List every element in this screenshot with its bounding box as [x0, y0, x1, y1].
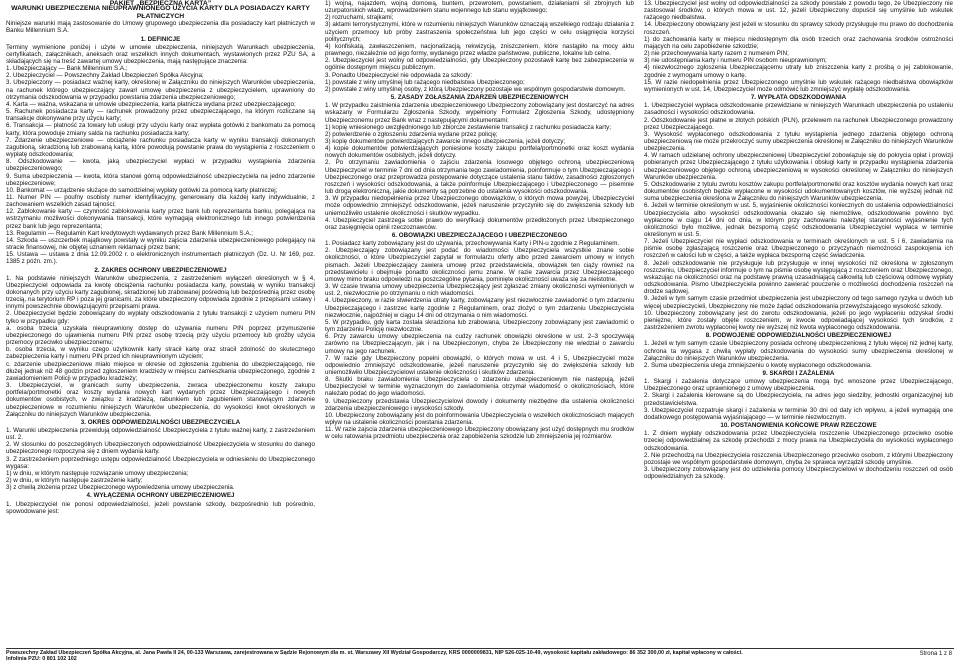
section-heading: 4. WYŁĄCZENIA OCHRONY UBEZPIECZENIOWEJ [86, 492, 235, 500]
paragraph: 3. Ubezpieczyciel, w granicach sumy ubezpieczenia, zwraca ubezpieczonemu koszty zakupu portfela/portmonetki oraz koszty wydania nowych kart wydanych przez Ubezpieczającego i nowych dokumentów osobistych, w związku z kradzieżą, rabunkiem lub zagubieniem stanowiącym zdarzenie ubezpieczeniowe w rozumieniu niniejszych Warunków ubezpieczenia, do wysokości kwot określonych w Załączniku do niniejszych Warunków ubezpieczenia. [6, 382, 315, 418]
paragraph: 3) aktami terrorystycznymi, które w rozumieniu niniejszych Warunków oznaczają wszelkiego rodzaju działania z użyciem przemocy lub próby zastraszenia społeczeństwa lub jego części w celu osiągnięcia korzyści politycznych; [325, 21, 634, 43]
section-heading: 8. PODWOJENIE ODPOWIEDZIALNOŚCI UBEZPIECZENIOWEJ [705, 332, 892, 340]
paragraph: 7. Jeżeli Ubezpieczyciel nie wypłaci odszkodowania w terminach określonych w ust. 5 i 6, zawiadamia na piśmie osobę zgłaszającą roszczenie oraz Ubezpieczonego o przyczynach niemożności zaspokojenia ich roszczeń w całości lub w części, a także wypłaca bezsporną część świadczenia. [644, 238, 953, 260]
document-title-line1: PAKIET „BEZPIECZNA KARTA” [109, 0, 212, 7]
paragraph: 15. Ustawa — ustawa z dnia 12.09.2002 r. o elektronicznych instrumentach płatniczych (Dz. U. Nr 169, poz. 1385 z późn. zm.). [6, 251, 315, 266]
column-3 [644, 0, 953, 645]
paragraph: 2. Suma ubezpieczenia ulega zmniejszeniu o kwotę wypłaconego odszkodowania. [644, 361, 872, 369]
paragraph: 4) kopie dokumentów potwierdzających poniesione koszty zakupu portfela/portmonetki oraz koszt wydania nowych dokumentów osobistych, jeżeli dotyczy. [325, 145, 634, 160]
paragraph: 2. Ubezpieczyciel jest wolny od odpowiedzialności, gdy Ubezpieczony pozostawił kartę bez zabezpieczenia w ogólnie dostępnym miejscu publicznym. [325, 57, 634, 72]
paragraph: b. osoba trzecia, w wyniku czego użytkownik karty stracił kartę oraz stracił zdolność do skutecznego zabezpieczenia karty i numeru PIN przed ich nieuprawnionym użyciem; [6, 346, 315, 361]
footer-divider [6, 648, 954, 649]
paragraph: 1. W przypadku zaistnienia zdarzenia ubezpieczeniowego Ubezpieczony zobowiązany jest dostarczyć na adres wskazany w Formularzu Zgłoszenia Szkody, wypełniony Formularz Zgłoszenia Szkody, udostępniony Ubezpieczonemu przez Bank wraz z następującymi dokumentami: [325, 102, 634, 124]
paragraph: 5. Rachunek posiadacza karty — rachunek prowadzony przez ubezpieczającego, na którym rozliczane są transakcje dokonywane przy użyciu karty; [6, 108, 315, 123]
section-heading: 7. WYPŁATA ODSZKODOWANIA [750, 94, 847, 102]
paragraph: 1. Ubezpieczyciel nie ponosi odpowiedzialności, jeżeli powstanie szkody, bezpośrednio lub pośrednio, spowodowane jest: [6, 500, 315, 515]
paragraph: 10. Bankomat — urządzenie służące do samodzielnej wypłaty gotówki za pomocą karty płatniczej; [6, 186, 278, 194]
paragraph: 8. Skutki braku zawiadomienia Ubezpieczyciela o zdarzeniu ubezpieczeniowym nie następują, jeżeli Ubezpieczyciel w terminie wyznaczonym do zawiadomienia otrzymał wiadomość o okolicznościach, które należało podać do jego wiadomości. [325, 376, 634, 398]
paragraph: 2. Nie przechodzą na Ubezpieczyciela roszczenia Ubezpieczonego przeciwko osobom, z którymi Ubezpieczony pozostaje we wspólnym gospodarstwie domowym, chyba że sprawca wyrządził szkodę umyślnie. [644, 451, 953, 466]
paragraph: 9. Jeżeli w tym samym czasie przedmiot ubezpieczenia jest ubezpieczony od tego samego ryzyka u dwóch lub więcej ubezpieczycieli, Ubezpieczony nie może żądać odszkodowania przewyższającego wysokość szkody. [644, 295, 953, 310]
section-heading: 3. OKRES ODPOWIEDZIALNOŚCI UBEZPIECZYCIELA [80, 418, 241, 426]
paragraph: 7. W razie gdy Ubezpieczony popełni obowiązki, o których mowa w ust. 4 i 5, Ubezpieczyciel może odpowiednio zmniejszyć odszkodowanie, jeżeli naruszenie przyczyniło się do zwiększenia szkody lub uniemożliwiło Ubezpieczycielowi ustalenie okoliczności i skutków zdarzenia. [325, 354, 634, 376]
paragraph: 2. Po otrzymaniu zawiadomienia o zajściu zdarzenia losowego objętego ochroną ubezpieczeniową Ubezpieczyciel w terminie 7 dni od dnia otrzymania tego zawiadomienia, poinformuje o tym Ubezpieczającego i Ubezpieczonego oraz przeprowadza postępowanie dotyczące ustalenia stanu faktów, zasadności zgłoszonych roszczeń i wysokości odszkodowania, a także poinformuje Ubezpieczającego i Ubezpieczonego — pisemnie lub drogą elektroniczną, jakie dokumenty są potrzebne do ustalenia wysokości odszkodowania. [325, 159, 634, 196]
paragraph: 9. Suma ubezpieczenia — kwota, która stanowi górną odpowiedzialność ubezpieczyciela na jedno zdarzenie ubezpieczeniowe; [6, 172, 315, 187]
paragraph: 3) nie udostępniania karty i numeru PIN osobom nieuprawnionym; [644, 57, 827, 65]
paragraph: 8. Jeżeli odszkodowanie nie przysługuje lub przysługuje w innej wysokości niż określona w zgłoszonym roszczeniu, Ubezpieczyciel informuje o tym na piśmie osobę występującą z roszczeniem oraz Ubezpieczonego, wskazując na okoliczności oraz na podstawę prawną uzasadniającą całkowitą lub częściową odmowę wypłaty odszkodowania. Pismo Ubezpieczyciela powinno zawierać pouczenie o możliwości dochodzenia roszczeń na drodze sądowej. [644, 259, 953, 296]
paragraph: 3. Z zastrzeżeniem poprzedniego ustępu odpowiedzialność Ubezpieczyciela w odniesieniu do Ubezpieczonego wygasa: [6, 455, 315, 470]
section-heading: 10. POSTANOWIENIA KOŃCOWE PRAW RZECZOWE [720, 422, 877, 430]
paragraph: 9. Ubezpieczony przedstawia Ubezpieczycielowi dowody i dokumenty niezbędne dla ustalenia okoliczności zdarzenia ubezpieczeniowego i wysokości szkody. [325, 397, 634, 412]
paragraph: 1. Skargi i zażalenia dotyczące umowy ubezpieczenia mogą być wnoszone przez Ubezpieczającego, Ubezpieczonego oraz uprawnionego z umowy ubezpieczenia. [644, 378, 953, 393]
paragraph: 6. Przy zawarciu umowy ubezpieczenia na cudzy rachunek obowiązki określone w ust. 2–3 spoczywają zarówno na Ubezpieczającym, jak i na Ubezpieczonym, chyba że Ubezpieczony nie wiedział o zawarciu umowy na jego rachunek. [325, 333, 634, 355]
paragraph: 4) konfiskatą, zawłaszczeniem, nacjonalizacją, rekwizycją, zniszczeniem, które nastąpiło na mocy aktu prawnego, niezależnie od jego formy, wydanego przez władze państwowe, publiczne, lokalne lub celne. [325, 42, 634, 58]
paragraph: 3) z chwilą złożenia przez Ubezpieczonego wypowiedzenia umowy ubezpieczenia. [6, 484, 235, 492]
paragraph: 3. Wysokość wypłaconego odszkodowania z tytułu wystąpienia jednego zdarzenia objętego ochroną ubezpieczeniową nie może przekroczyć sumy ubezpieczenia określonej w Załączniku do niniejszych Warunków ubezpieczenia. [644, 130, 953, 153]
paragraph: 4. Ubezpieczony, w razie stwierdzenia utraty karty, zobowiązany jest niezwłocznie zawiadomić o tym zdarzeniu Ubezpieczającego i zastrzec kartę zgodnie z Regulaminem, oraz złożyć o tym zdarzeniu Ubezpieczyciela niezwłocznie, najpóźniej w ciągu 14 dni od otrzymania o nim wiadomości. [325, 297, 634, 319]
paragraph: 1) w dniu, w którym następuje rozwiązanie umowy ubezpieczenia; [6, 469, 189, 477]
paragraph: a. osoba trzecia uzyskała nieuprawniony dostęp do używania numeru PIN poprzez przymuszenie ubezpieczonego do ujawnienia numeru PIN przez osobę trzecią przy użyciu przemocy lub groźby użycia przemocy przeciwko ubezpieczonemu; [6, 324, 315, 347]
paragraph: c. zdarzenie ubezpieczeniowe miało miejsce w okresie od zgłoszenia zgubienia do ubezpieczającego, nie dłużej jednak niż 48 godzin przed zgłoszeniem kradzieży w miejscu zamieszkania ubezpieczonego, zgodnie z zawiadomieniem Policji w przypadku kradzieży; [6, 360, 315, 382]
paragraph: 6. Jeżeli w terminie określonym w ust. 5, wyjaśnienie okoliczności koniecznych do ustalenia odpowiedzialności Ubezpieczyciela albo wysokości odszkodowania okazało się niemożliwe, odszkodowanie powinno być wypłacone w ciągu 14 dni od dnia, w którym przy zachowaniu należytej staranności wyjaśnienie tych okoliczności było możliwe, jednak bezsporną część odszkodowania Ubezpieczyciel wypłaca w terminie określonym w ust. 5. [644, 202, 953, 238]
section-heading: 9. SKARGI I ZAŻALENIA [762, 369, 835, 377]
paragraph: 14. Szkoda — uszczerbek majątkowy powstały w wyniku zajścia zdarzenia ubezpieczeniowego polegający na stracie finansowej, nie objętej uznaniem reklamacji przez bank; [6, 236, 315, 252]
footer [6, 650, 954, 663]
paragraph: 1) kopię wniesionego uwzględnionego lub zbiorcze zestawienie transakcji z rachunku posiadacza karty; [325, 123, 611, 131]
intro-paragraph: Niniejsze warunki mają zastosowanie do Umowy grupowego ubezpieczenia dla posiadaczy kart płatniczych w Banku Millennium S.A. [6, 20, 315, 35]
paragraph: 4) niezwłocznego zgłoszenia Ubezpieczającemu utraty lub zniszczenia karty z prośbą o jej zablokowanie, zgodnie z wymogami umowy o kartę. [644, 64, 953, 79]
paragraph: 1) do zachowania karty w miejscu niedostępnym dla osób trzecich oraz zachowania środków ostrożności mających na celu zapobieżenie szkodzie; [644, 35, 953, 50]
section-heading: 5. ZASADY ZGŁASZANIA ZDARZEŃ UBEZPIECZENIOWYCH [390, 94, 569, 102]
paragraph: 2. Ubezpieczyciel — Powszechny Zakład Ubezpieczeń Spółka Akcyjna; [6, 72, 204, 80]
paragraph: 8. Odszkodowanie — kwota, jaką ubezpieczyciel wypłaci w przypadku wystąpienia zdarzenia ubezpieczeniowego; [6, 158, 315, 173]
paragraph: 2. Odszkodowanie jest płatne w złotych polskich (PLN), przelewem na rachunek Ubezpieczonego prowadzony przez Ubezpieczającego. [644, 116, 953, 131]
paragraph: 3. Ponadto Ubezpieczyciel nie odpowiada za szkody: [325, 71, 472, 79]
paragraph: 14. Ubezpieczony obowiązany jest jeżeli w stosunku do sprawcy szkody przysługuje mu prawo do dochodzenia roszczeń. [644, 21, 953, 36]
paragraph: 2) nie przechowywania karty razem z numerem PIN; [644, 50, 789, 58]
paragraph: 3. Ubezpieczony zobowiązany jest do udzielenia pomocy Ubezpieczycielowi w dochodzeniu roszczeń od osób odpowiedzialnych za szkodę. [644, 466, 953, 481]
paragraph: 5. Odszkodowanie z tytułu zwrotu kosztów zakupu portfela/portmonetki oraz kosztów wydania nowych kart oraz dokumentów osobistych będzie wypłacone w wysokości udokumentowanych kosztów, nie wyższej jednak niż suma ubezpieczenia określona w Załączniku do niniejszych Warunków ubezpieczenia. [644, 180, 953, 203]
paragraph: 2. Ubezpieczający zobowiązany jest podać do wiadomości Ubezpieczyciela wszystkie znane sobie okoliczności, o które Ubezpieczyciel zapytał w formularzu oferty albo przed zawarciem umowy w innych pismach. Jeżeli Ubezpieczający zawiera umowę przez przedstawiciela, obowiązek ten ciąży również na przedstawicielu i obejmuje ponadto okoliczności jemu znane. W razie zawarcia przez Ubezpieczającego umowy mimo braku odpowiedzi na poszczególne pytania, pominięte okoliczności uważa się za nieistotne. [325, 247, 634, 283]
paragraph: Terminy wymienione poniżej i użyte w umowie ubezpieczenia, niniejszych Warunkach ubezpieczenia, certyfikatach, załącznikach, aneksach oraz wszelkich innych dokumentach, wystawionych przez PZU SA, a składających się na treść zawartej umowy ubezpieczenia, mają następujące znaczenia: [6, 43, 315, 65]
section-heading: 6. OBOWIĄZKI UBEZPIECZAJĄCEGO I UBEZPIECZONEGO [391, 232, 568, 239]
paragraph: 3. W czasie trwania umowy ubezpieczenia Ubezpieczający jest zgłaszać zmiany okoliczności wymienionych w ust. 2, niezwłocznie po otrzymaniu o nich wiadomości. [325, 283, 634, 298]
paragraph: 2. Ubezpieczyciel będzie zobowiązany do wypłaty odszkodowania z tytułu transakcji z użyciem numeru PIN tylko w przypadku gdy: [6, 310, 315, 325]
paragraph: 3) kopię dokumentów potwierdzających zawarcie innego ubezpieczenia, jeżeli dotyczy; [325, 137, 566, 145]
paragraph: 1. Posiadacz karty zobowiązany jest do używania, przechowywania Karty i PIN-u zgodnie z Regulaminem. [325, 240, 620, 248]
paragraph: 1. Warunki ubezpieczenia przewidują odpowiedzialność Ubezpieczyciela z tytułu ważnej karty, z zastrzeżeniem ust. 2. [6, 426, 315, 442]
section-heading: 2. ZAKRES OCHRONY UBEZPIECZENIOWEJ [94, 266, 227, 274]
paragraph: 1. Z dniem wypłaty odszkodowania przez Ubezpieczyciela roszczenie Ubezpieczonego przeciwko osobie trzeciej odpowiedzialnej za szkodę przechodzi z mocy prawa na Ubezpieczyciela do wysokości wypłaconego odszkodowania. [644, 430, 953, 452]
document-title-line2: WARUNKI UBEZPIECZENIA NIEUPRAWNIONEGO UŻYCIA KARTY DLA POSIADACZY KARTY PŁATNICZYCH [11, 5, 310, 20]
page-number: Strona 1 z 8 [919, 651, 952, 657]
paragraph: 1. Ubezpieczający — Bank Millennium S.A.; [6, 65, 128, 73]
paragraph: 1) wojną, najazdem, wojną domową, buntem, przewrotem, powstaniem, działaniami sil zbrojnych lub uzurpatorskich władz, wprowadzeniem stanu wojennego lub stanu wyjątkowego; [325, 0, 634, 15]
paragraph: 2) w dniu, w którym następuje zastrzeżenie karty; [6, 477, 143, 485]
paragraph: 5. W przypadku, gdy karta została skradziona lub zrabowana, Ubezpieczony zobowiązany jest zawiadomić o tym zdarzeniu Policję niezwłocznie. [325, 318, 634, 334]
paragraph: 2) powstałe z winy umyślnej osoby, z którą Ubezpieczony pozostaje we wspólnym gospodarstwie domowym. [325, 85, 626, 93]
paragraph: 10. Ubezpieczony zobowiązany jest do poinformowania Ubezpieczyciela o wszelkich okolicznościach mających wpływ na ustalenie okoliczności powstania zdarzenia. [325, 411, 634, 427]
paragraph: 13. Regulamin — Regulamin Kart kredytowych wydawanych przez Bank Millennium S.A.; [6, 229, 253, 237]
text-columns [6, 0, 954, 645]
paragraph: 1. Ubezpieczyciel wypłaca odszkodowanie przewidziane w niniejszych Warunkach ubezpieczenia po ustaleniu zasadności i wysokości odszkodowania. [644, 102, 953, 117]
paragraph: 15. W razie niedopełnienia przez Ubezpieczonego umyślnie lub wskutek rażącego niedbalstwa obowiązków wymienionych w ust. 14, Ubezpieczyciel może odmówić lub zmniejszyć wypłatę odszkodowania. [644, 78, 953, 93]
paragraph: 1. Jeżeli w tym samym czasie Ubezpieczony posiada ochronę ubezpieczeniową z tytułu więcej niż jednej karty, ochrona ta wygasa z chwilą wypłaty odszkodowania do wysokości sumy ubezpieczenia określonej w Załączniku do niniejszych Warunków ubezpieczenia. [644, 340, 953, 362]
paragraph: 4. Karta — ważna, wskazana w umowie ubezpieczenia, karta płatnicza wydana przez ubezpieczającego; [6, 100, 296, 108]
paragraph: 11. W razie zajscia zdarzenia ubezpieczeniowego Ubezpieczony obowiązany jest użyć dostępnych mu środków w celu ratowania przedmiotu ubezpieczenia oraz zapobieżenia szkodzie lub zmniejszenia jej rozmiarów. [325, 426, 634, 441]
paragraph: 2) potwierdzenie o zgłoszeniu zdarzenia wydane przez policję; [325, 130, 498, 138]
paragraph: 11. Numer PIN — poufny osobisty numer identyfikacyjny, generowany dla każdej karty indywidualnie, z zachowaniem wszelkich zasad tajności; [6, 193, 315, 209]
footer-company-info: Powszechny Zakład Ubezpieczeń Spółka Akcyjna, al. Jana Pawła II 24, 00-133 Warszawa, zarejestrowana w Sądzie Rejonowym dla m. st. Warszawy XII Wydział Gospodarczy, KRS 0000009831, NIP 526-025-10-49, wysokość kapitału zakładowego: 86 352 300,00 zł, kapitał wpłacony w całości. [6, 650, 743, 656]
paragraph: 7. Zdarzenie ubezpieczeniowe — obciążenie rachunku posiadacza karty w wyniku transakcji dokonanych zagubioną, skradzioną lub zrabowaną kartą, które powodują powstanie prawa do wystąpienia z roszczeniem o wypłatę odszkodowania; [6, 136, 315, 159]
column-1 [6, 0, 315, 645]
paragraph: 3. Ubezpieczony — posiadacz ważnej karty, określonej w Załączniku do niniejszych Warunków ubezpieczenia, na rachunek którego ubezpieczający zawarł umowę ubezpieczenia z ubezpieczycielem, uprawniony do otrzymania odszkodowania w przypadku powstania zdarzenia ubezpieczeniowego; [6, 79, 315, 101]
paragraph: 4. Ubezpieczyciel zastrzega sobie prawo do weryfikacji dokumentów przedłożonych przez Ubezpieczonego oraz zasięgnięcia opinii rzeczoznawców. [325, 216, 634, 231]
footer-hotline: Infolinia PZU: 0 801 102 102 [6, 656, 77, 663]
section-heading: 1. DEFINICJE [140, 35, 181, 43]
column-2 [325, 0, 634, 645]
paragraph: 1. Na podstawie niniejszych Warunków ubezpieczenia, z zastrzeżeniem wyłączeń określonych w § 4, Ubezpieczyciel odpowiada za kwotę obciążenia rachunku posiadacza karty, powstałą w wyniku transakcji dokonanych przy użyciu karty zagubionej, skradzionej lub zrabowanej pośrednią lub bezpośrednią przez osobę trzecią, na terytorium RP i poza jej granicami, za które ubezpieczony odpowiada zgodnie z przepisami ustawy i innymi powszechnie obowiązującymi przepisami prawa. [6, 274, 315, 311]
paragraph: 3. W przypadku niedopełnienia przez Ubezpieczonego obowiązków, o których mowa powyżej, Ubezpieczyciel może odpowiednio zmniejszyć odszkodowanie, jeżeli naruszenie przyczyniło się do zwiększenia szkody lub uniemożliwiło ustalenie okoliczności i skutków wypadku. [325, 195, 634, 217]
paragraph: 6. Transakcja — płatność za towary lub usługi przy użyciu karty oraz wypłata gotówki z bankomatu za pomocą karty, która powoduje zmiany salda na rachunku posiadacza karty; [6, 122, 315, 137]
paragraph: 3. Ubezpieczyciel rozpatruje skargi i zażalenia w terminie 30 dni od daty ich wpływu, a jeżeli wymagają one dodatkowego postępowania wyjaśniającego — w terminie niezwłocznym. [644, 406, 953, 421]
paragraph: 13. Ubezpieczyciel jest wolny od odpowiedzialności za szkody powstałe z powodu tego, że Ubezpieczony nie zastosował środków, o których mowa w ust. 12, jeżeli Ubezpieczony dopuścił się umyślnie lub wskutek rażącego niedbalstwa. [644, 0, 953, 22]
paragraph: 12. Zablokowanie karty — czynność zablokowania karty przez bank lub reprezentanta banku, polegająca na wstrzymaniu możliwości dokonywania transakcji, które wymagają elektronicznego lub innego potwierdzenia przez bank lub jego reprezentanta; [6, 208, 315, 230]
paragraph: 4. W ramach udzielanej ochrony ubezpieczeniowej Ubezpieczyciel zobowiązuje się do pokrycia opłat i prowizji pobieranych przez Ubezpieczającego z tytułu użytkowania i obsługi karty w przypadku wystąpienia zdarzenia ubezpieczeniowego objętego ochroną ubezpieczeniową w wysokości określonej w Załączniku do niniejszych Warunków ubezpieczenia. [644, 152, 953, 181]
paragraph: 2. Skargi i zażalenia kierowane są do Ubezpieczyciela, na adres jego siedziby, jednostki organizacyjnej lub przedstawicielstwa. [644, 392, 953, 407]
paragraph: 2. W stosunku do poszczególnych Ubezpieczonych odpowiedzialność Ubezpieczyciela w stosunku do danego ubezpieczonego rozpoczyna się z dniem wydania karty. [6, 441, 315, 456]
paragraph: 1) powstałe z winy umyślnej lub rażącego niedbalstwa Ubezpieczonego; [325, 78, 525, 86]
paragraph: 10. Ubezpieczony zobowiązany jest do zwrotu odszkodowania, jeżeli po jego wypłaceniu odzyskał środki pieniężne, które zostały objęte roszczeniem, w kwocie odpowiadającej wysokości tych środków, z zastrzeżeniem zwrotu wypłaconej kwoty nie wyższej niż kwota wypłaconego odszkodowania. [644, 309, 953, 332]
paragraph: 2) rozruchami, strajkami; [325, 14, 394, 22]
